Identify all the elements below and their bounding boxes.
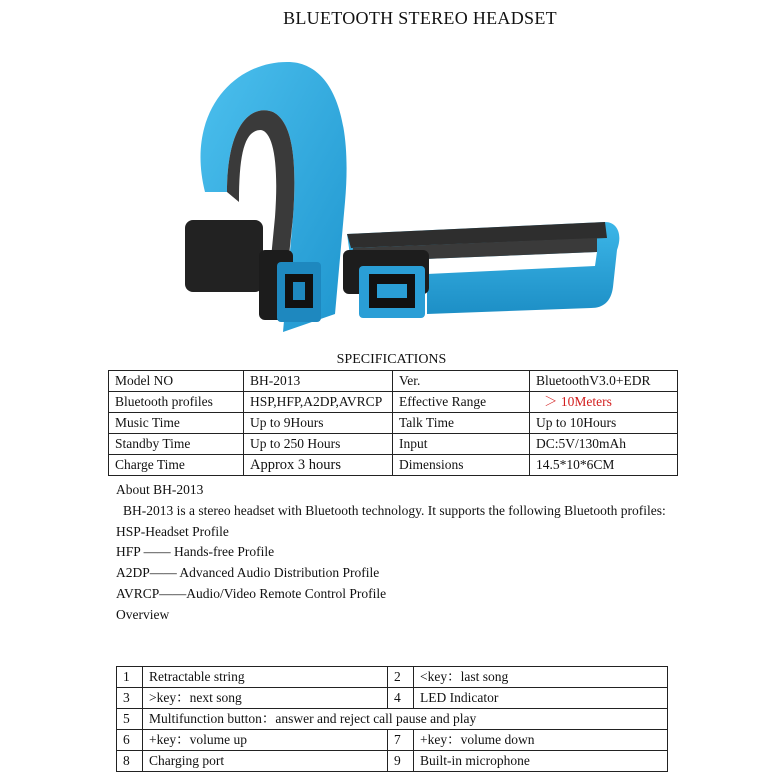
spec-value: BluetoothV3.0+EDR: [530, 371, 678, 392]
table-row: [109, 413, 678, 434]
table-row: [109, 434, 678, 455]
profile-item: HSP-Headset Profile: [116, 523, 229, 539]
profile-item: AVRCP——Audio/Video Remote Control Profile: [116, 585, 387, 601]
spec-value: Up to 9Hours: [244, 413, 393, 434]
part-number: 1: [117, 667, 143, 688]
spec-label: Dimensions: [393, 455, 530, 476]
spec-label: Standby Time: [109, 434, 244, 455]
table-row: [109, 455, 678, 476]
spec-value: HSP,HFP,A2DP,AVRCP: [244, 392, 393, 413]
spec-label: Music Time: [109, 413, 244, 434]
profile-item: A2DP—— Advanced Audio Distribution Profile: [116, 565, 380, 581]
part-label: >key：next song: [143, 688, 388, 709]
part-label: <key：last song: [414, 667, 668, 688]
spec-label: Input: [393, 434, 530, 455]
part-label: Retractable string: [143, 667, 388, 688]
spec-label: Effective Range: [393, 392, 530, 413]
spec-value: Up to 250 Hours: [244, 434, 393, 455]
table-row: [117, 751, 668, 772]
table-row: [109, 392, 678, 413]
spec-value: 14.5*10*6CM: [530, 455, 678, 476]
part-label: Charging port: [143, 751, 388, 772]
table-row: [109, 371, 678, 392]
part-number: 5: [117, 709, 143, 730]
spec-label: Talk Time: [393, 413, 530, 434]
spec-label: Bluetooth profiles: [109, 392, 244, 413]
spec-label: Ver.: [393, 371, 530, 392]
part-number: 9: [388, 751, 414, 772]
table-row: [117, 730, 668, 751]
table-row: [117, 688, 668, 709]
headset-image: [165, 52, 625, 344]
about-heading: About BH-2013: [116, 482, 204, 497]
spec-value: Up to 10Hours: [530, 413, 678, 434]
part-label: Multifunction button：answer and reject call pause and play: [143, 709, 668, 730]
spec-label: Model NO: [109, 371, 244, 392]
part-label: +key：volume up: [143, 730, 388, 751]
spec-value: ＞ 10Meters: [530, 392, 678, 413]
part-label: LED Indicator: [414, 688, 668, 709]
spec-value: BH-2013: [244, 371, 393, 392]
part-label: +key：volume down: [414, 730, 668, 751]
about-section: [116, 480, 676, 626]
part-number: 7: [388, 730, 414, 751]
page-title: BLUETOOTH STEREO HEADSET: [283, 8, 557, 28]
overview-label: Overview: [116, 606, 170, 622]
about-intro: BH-2013 is a stereo headset with Bluetooth technology. It supports the following Bluetooth profiles:: [123, 502, 666, 518]
spec-value: DC:5V/130mAh: [530, 434, 678, 455]
parts-table: [116, 666, 668, 772]
part-number: 4: [388, 688, 414, 709]
part-number: 3: [117, 688, 143, 709]
part-number: 6: [117, 730, 143, 751]
spec-label: Charge Time: [109, 455, 244, 476]
profile-item: HFP —— Hands-free Profile: [116, 544, 275, 560]
part-number: 8: [117, 751, 143, 772]
part-number: 2: [388, 667, 414, 688]
specifications-heading: SPECIFICATIONS: [336, 352, 447, 367]
spec-value: Approx 3 hours: [244, 455, 393, 476]
table-row: [117, 709, 668, 730]
specifications-table: [108, 370, 678, 476]
table-row: [117, 667, 668, 688]
part-label: Built-in microphone: [414, 751, 668, 772]
